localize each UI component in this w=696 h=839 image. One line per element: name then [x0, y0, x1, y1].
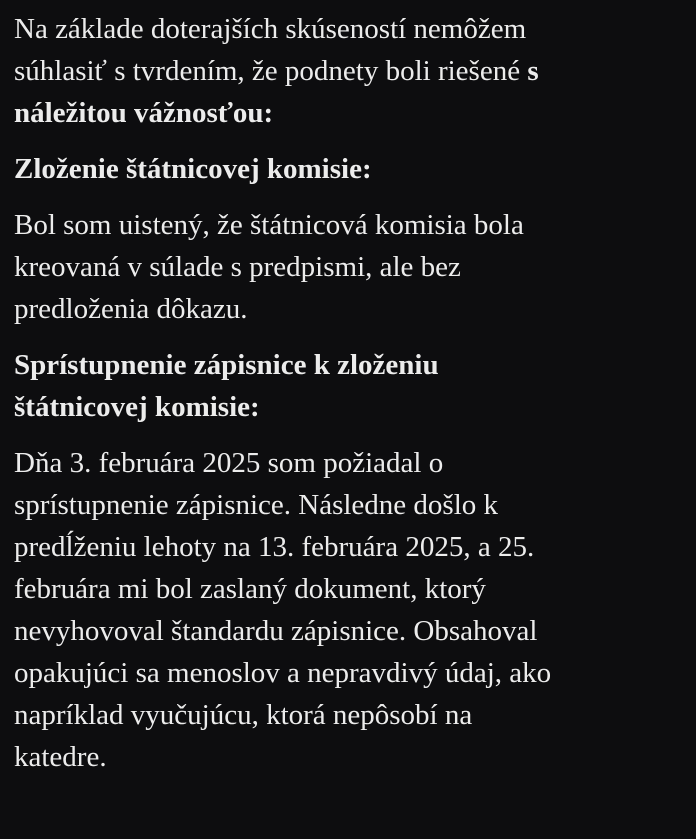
section2-line-4: februára mi bol zaslaný dokument, ktorý [14, 573, 486, 605]
section2-heading-line-1: Sprístupnenie zápisnice k zloženiu [14, 349, 439, 381]
intro-line-2-text: súhlasiť s tvrdením, že podnety boli riešené [14, 55, 528, 87]
section2-line-6: opakujúci sa menoslov a nepravdivý údaj, ako [14, 657, 552, 689]
section1-paragraph [14, 204, 682, 330]
intro-line-1: Na základe doterajších skúseností nemôžem [14, 13, 527, 45]
section2-line-1: Dňa 3. februára 2025 som požiadal o [14, 447, 444, 479]
section2-line-5: nevyhovoval štandardu zápisnice. Obsahoval [14, 615, 538, 647]
section2-line-7: napríklad vyučujúcu, ktorá nepôsobí na [14, 699, 473, 731]
section2-line-2: sprístupnenie zápisnice. Následne došlo k [14, 489, 499, 521]
section-heading-commission [14, 148, 682, 190]
section1-line-1: Bol som uistený, že štátnicová komisia bola [14, 209, 524, 241]
section1-line-2: kreovaná v súlade s predpismi, ale bez [14, 251, 461, 283]
intro-paragraph [14, 8, 682, 134]
section-heading-minutes [14, 344, 682, 428]
section2-heading-line-2: štátnicovej komisie: [14, 391, 260, 423]
section1-heading-text: Zloženie štátnicovej komisie: [14, 153, 372, 185]
section2-paragraph [14, 442, 682, 778]
section2-line-8: katedre. [14, 741, 107, 773]
intro-line-2-bold: s [527, 55, 539, 87]
intro-line-2 [14, 50, 682, 92]
section1-line-3: predloženia dôkazu. [14, 293, 248, 325]
intro-line-3-bold: náležitou vážnosťou: [14, 97, 274, 129]
section2-line-3: predĺženiu lehoty na 13. februára 2025, a 25. [14, 531, 535, 563]
